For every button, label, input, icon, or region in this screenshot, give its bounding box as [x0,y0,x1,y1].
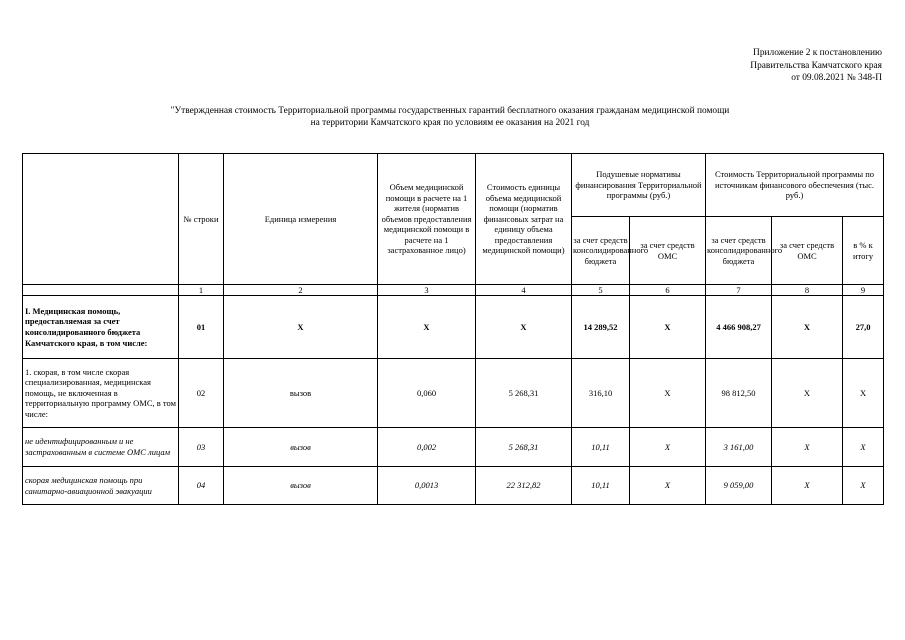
column-number: 2 [224,285,378,296]
document-title [100,105,800,129]
column-number: 1 [179,285,224,296]
header-unit-cost: Стоимость единицы объема медицинской помощи (норматив финансовых затрат на единицу объема предоставления медицинской помощи) [476,154,572,285]
column-number-row [23,285,884,296]
row-unit-cost: 22 312,82 [476,467,572,505]
column-number: 6 [630,285,706,296]
row-number: 02 [179,359,224,428]
row-cost-oms: X [772,296,843,359]
row-cost-budget: 4 466 908,27 [706,296,772,359]
row-unit: вызов [224,428,378,467]
row-percent: X [843,359,884,428]
header-volume: Объем медицинской помощи в расчете на 1 жителя (норматив объемов предоставления медицинской помощи в расчете на 1 застрахованное лицо) [378,154,476,285]
row-cost-budget: 3 161,00 [706,428,772,467]
row-per-capita-budget: 10,11 [572,428,630,467]
row-unit-cost: X [476,296,572,359]
table-row [23,428,884,467]
appendix-line: Приложение 2 к постановлению [753,48,882,58]
appendix-block [750,47,882,85]
column-number-blank [23,285,179,296]
header-row-number: № строки [179,154,224,285]
row-volume: X [378,296,476,359]
row-cost-oms: X [772,359,843,428]
row-cost-budget: 98 812,50 [706,359,772,428]
row-unit-cost: 5 268,31 [476,428,572,467]
row-per-capita-oms: X [630,296,706,359]
table-row [23,467,884,505]
row-percent: X [843,428,884,467]
column-number: 7 [706,285,772,296]
row-name: 1. скорая, в том числе скорая специализированная, медицинская помощь, не включенная в территориальную программу ОМС, в том числе: [23,359,179,428]
row-number: 04 [179,467,224,505]
column-number: 4 [476,285,572,296]
header-cost-percent: в % к итогу [843,217,884,285]
appendix-date-line: от 09.08.2021 № 348-П [791,73,882,84]
row-cost-oms: X [772,428,843,467]
title-line: "Утвержденная стоимость Территориальной программы государственных гарантий бесплатного оказания гражданам медицинской помощи [170,106,730,116]
row-volume: 0,0013 [378,467,476,505]
row-per-capita-oms: X [630,359,706,428]
row-percent: X [843,467,884,505]
header-per-capita-budget: за счет средств консолидированного бюджета [572,217,630,285]
header-name-blank [23,154,179,285]
column-number: 8 [772,285,843,296]
row-unit: вызов [224,467,378,505]
row-unit: вызов [224,359,378,428]
row-cost-oms: X [772,467,843,505]
row-name: I. Медицинская помощь, предоставляемая за счет консолидированного бюджета Камчатского края, в том числе: [23,296,179,359]
header-cost-oms: за счет средств ОМС [772,217,843,285]
column-number: 9 [843,285,884,296]
row-percent: 27,0 [843,296,884,359]
row-per-capita-budget: 14 289,52 [572,296,630,359]
header-unit: Единица измерения [224,154,378,285]
row-number: 01 [179,296,224,359]
row-volume: 0,060 [378,359,476,428]
row-name: не идентифицированным и не застрахованным в системе ОМС лицам [23,428,179,467]
header-cost-group: Стоимость Территориальной программы по источникам финансового обеспечения (тыс. руб.) [706,154,884,217]
row-number: 03 [179,428,224,467]
title-line: на территории Камчатского края по условиям ее оказания на 2021 год [310,118,590,129]
row-name: скорая медицинская помощь при санитарно-авиационной эвакуации [23,467,179,505]
header-per-capita-oms: за счет средств ОМС [630,217,706,285]
table-row [23,296,884,359]
row-per-capita-oms: X [630,428,706,467]
row-per-capita-budget: 316,10 [572,359,630,428]
row-per-capita-oms: X [630,467,706,505]
header-cost-budget: за счет средств консолидированного бюджета [706,217,772,285]
header-per-capita-group: Подушевые нормативы финансирования Территориальной программы (руб.) [572,154,706,217]
column-number: 3 [378,285,476,296]
row-cost-budget: 9 059,00 [706,467,772,505]
row-unit: X [224,296,378,359]
program-cost-table [22,153,884,505]
column-number: 5 [572,285,630,296]
row-unit-cost: 5 268,31 [476,359,572,428]
row-volume: 0,002 [378,428,476,467]
row-per-capita-budget: 10,11 [572,467,630,505]
appendix-line: Правительства Камчатского края [750,60,882,71]
table-row [23,359,884,428]
header-row [23,154,884,217]
